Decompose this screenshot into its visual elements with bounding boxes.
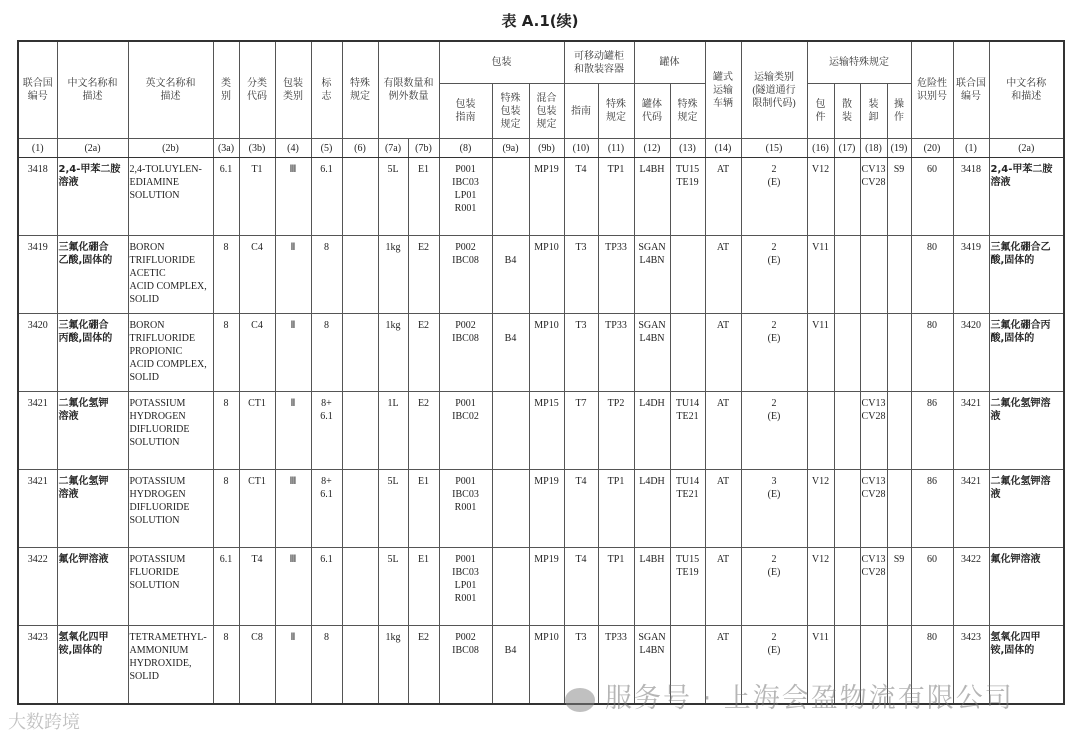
table-cell: E2 bbox=[408, 314, 439, 392]
header-tank-vehicle: 罐式 运输 车辆 bbox=[705, 41, 741, 139]
column-number: (8) bbox=[439, 139, 492, 158]
table-cell: 3423 bbox=[18, 626, 57, 705]
table-cell: 2,4-甲苯二胺 溶液 bbox=[57, 158, 128, 236]
table-cell bbox=[834, 470, 860, 548]
table-cell: 3419 bbox=[18, 236, 57, 314]
table-cell: 8 bbox=[213, 314, 239, 392]
table-cell: SGAN L4BN bbox=[634, 314, 670, 392]
table-cell: SGAN L4BN bbox=[634, 236, 670, 314]
table-cell: 二氟化氢钾溶 液 bbox=[989, 470, 1064, 548]
table-cell: MP10 bbox=[529, 626, 564, 705]
table-cell bbox=[342, 236, 378, 314]
table-cell: 氟化钾溶液 bbox=[57, 548, 128, 626]
table-cell: 氢氧化四甲 铵,固体的 bbox=[57, 626, 128, 705]
table-cell: S9 bbox=[887, 548, 911, 626]
table-cell: E1 bbox=[408, 158, 439, 236]
header-tank-code: 罐体 代码 bbox=[634, 84, 670, 139]
table-cell: 3 (E) bbox=[741, 470, 807, 548]
table-cell: 8 bbox=[213, 236, 239, 314]
table-cell bbox=[807, 392, 834, 470]
header-tanks: 罐体 bbox=[634, 41, 705, 84]
watermark-service-text: 服务号 · 上海会盈物流有限公司 bbox=[605, 683, 1014, 714]
table-cell: 8 bbox=[311, 236, 342, 314]
table-cell: TU15 TE19 bbox=[670, 158, 705, 236]
table-cell: 3420 bbox=[953, 314, 989, 392]
table-cell: E2 bbox=[408, 392, 439, 470]
table-cell: AT bbox=[705, 314, 741, 392]
table-cell: 6.1 bbox=[311, 548, 342, 626]
table-cell: L4BH bbox=[634, 158, 670, 236]
table-cell: P002 IBC08 bbox=[439, 314, 492, 392]
table-cell bbox=[342, 470, 378, 548]
column-number: (9b) bbox=[529, 139, 564, 158]
table-cell: 8 bbox=[311, 314, 342, 392]
table-cell: AT bbox=[705, 392, 741, 470]
header-class: 类 别 bbox=[213, 41, 239, 139]
column-number: (2b) bbox=[128, 139, 213, 158]
table-cell: 60 bbox=[911, 548, 953, 626]
table-cell bbox=[834, 392, 860, 470]
header-transport-category: 运输类别 (隧道通行 限制代码) bbox=[741, 41, 807, 139]
column-number: (15) bbox=[741, 139, 807, 158]
wechat-icon bbox=[565, 688, 595, 712]
table-cell: 1L bbox=[378, 392, 408, 470]
table-cell bbox=[860, 314, 887, 392]
table-cell: AT bbox=[705, 158, 741, 236]
table-cell: 三氟化硼合 丙酸,固体的 bbox=[57, 314, 128, 392]
table-cell bbox=[860, 236, 887, 314]
table-cell: CT1 bbox=[239, 470, 275, 548]
header-labels: 标 志 bbox=[311, 41, 342, 139]
table-cell: 8 bbox=[311, 626, 342, 705]
table-cell: AT bbox=[705, 470, 741, 548]
table-cell: 2 (E) bbox=[741, 158, 807, 236]
column-number: (4) bbox=[275, 139, 311, 158]
table-cell: 80 bbox=[911, 314, 953, 392]
table-cell: Ⅲ bbox=[275, 158, 311, 236]
table-cell: T4 bbox=[564, 548, 598, 626]
table-cell bbox=[887, 314, 911, 392]
table-cell: 86 bbox=[911, 470, 953, 548]
table-cell: 3421 bbox=[18, 470, 57, 548]
table-cell: 6.1 bbox=[213, 548, 239, 626]
table-cell: MP15 bbox=[529, 392, 564, 470]
table-cell: 二氟化氢钾 溶液 bbox=[57, 470, 128, 548]
table-cell: V11 bbox=[807, 626, 834, 705]
column-number: (3b) bbox=[239, 139, 275, 158]
header-limited-quantities: 有限数量和 例外数量 bbox=[378, 41, 439, 139]
column-number: (12) bbox=[634, 139, 670, 158]
table-cell: 3421 bbox=[953, 392, 989, 470]
column-number: (3a) bbox=[213, 139, 239, 158]
table-cell: 1kg bbox=[378, 236, 408, 314]
table-cell: V12 bbox=[807, 158, 834, 236]
table-cell bbox=[342, 158, 378, 236]
table-cell: S9 bbox=[887, 158, 911, 236]
table-cell: AT bbox=[705, 236, 741, 314]
table-cell: P002 IBC08 bbox=[439, 626, 492, 705]
dangerous-goods-table bbox=[17, 40, 1065, 705]
table-cell bbox=[342, 548, 378, 626]
column-number: (6) bbox=[342, 139, 378, 158]
table-cell: V12 bbox=[807, 548, 834, 626]
table-cell: 8 bbox=[213, 626, 239, 705]
table-cell: TU15 TE19 bbox=[670, 548, 705, 626]
table-row bbox=[18, 236, 1064, 314]
table-cell: 二氟化氢钾溶 液 bbox=[989, 392, 1064, 470]
table-cell bbox=[492, 470, 529, 548]
table-cell: 3418 bbox=[18, 158, 57, 236]
table-cell: 2 (E) bbox=[741, 392, 807, 470]
table-cell: Ⅲ bbox=[275, 470, 311, 548]
table-cell: Ⅲ bbox=[275, 548, 311, 626]
table-cell: TU14 TE21 bbox=[670, 392, 705, 470]
column-number: (13) bbox=[670, 139, 705, 158]
table-cell: CT1 bbox=[239, 392, 275, 470]
table-cell: TP33 bbox=[598, 626, 634, 705]
table-cell: E1 bbox=[408, 548, 439, 626]
table-cell: TP1 bbox=[598, 158, 634, 236]
header-packages: 包 件 bbox=[807, 84, 834, 139]
table-title: 表 A.1(续) bbox=[501, 12, 579, 30]
table-row bbox=[18, 470, 1064, 548]
table-cell: CV13 CV28 bbox=[860, 392, 887, 470]
table-cell: P001 IBC03 R001 bbox=[439, 470, 492, 548]
table-row bbox=[18, 548, 1064, 626]
table-cell bbox=[887, 236, 911, 314]
table-cell: MP19 bbox=[529, 470, 564, 548]
table-cell: 二氟化氢钾 溶液 bbox=[57, 392, 128, 470]
table-cell: 3418 bbox=[953, 158, 989, 236]
table-cell: P001 IBC03 LP01 R001 bbox=[439, 158, 492, 236]
table-cell: 2 (E) bbox=[741, 626, 807, 705]
table-cell: C8 bbox=[239, 626, 275, 705]
header-english-name: 英文名称和 描述 bbox=[128, 41, 213, 139]
table-cell: AT bbox=[705, 548, 741, 626]
table-cell: 3420 bbox=[18, 314, 57, 392]
column-number: (18) bbox=[860, 139, 887, 158]
table-cell: E2 bbox=[408, 236, 439, 314]
table-cell: T4 bbox=[239, 548, 275, 626]
table-cell: T1 bbox=[239, 158, 275, 236]
table-cell: Ⅱ bbox=[275, 392, 311, 470]
table-cell: TETRAMETHYL- AMMONIUM HYDROXIDE, SOLID bbox=[128, 626, 213, 705]
header-tank-instructions: 指南 bbox=[564, 84, 598, 139]
table-cell: 2 (E) bbox=[741, 236, 807, 314]
column-number: (9a) bbox=[492, 139, 529, 158]
table-cell: P001 IBC02 bbox=[439, 392, 492, 470]
table-cell: T7 bbox=[564, 392, 598, 470]
header-packing-instructions: 包装 指南 bbox=[439, 84, 492, 139]
table-cell: 三氟化硼合丙 酸,固体的 bbox=[989, 314, 1064, 392]
table-cell: 5L bbox=[378, 470, 408, 548]
table-cell bbox=[670, 236, 705, 314]
table-cell: B4 bbox=[492, 314, 529, 392]
table-cell: T3 bbox=[564, 314, 598, 392]
table-cell: 三氟化硼合乙 酸,固体的 bbox=[989, 236, 1064, 314]
table-cell: 86 bbox=[911, 392, 953, 470]
table-cell: T3 bbox=[564, 236, 598, 314]
header-chinese-name: 中文名称和 描述 bbox=[57, 41, 128, 139]
table-cell: 5L bbox=[378, 158, 408, 236]
table-cell: L4BH bbox=[634, 548, 670, 626]
table-cell: 3419 bbox=[953, 236, 989, 314]
table-cell: P001 IBC03 LP01 R001 bbox=[439, 548, 492, 626]
column-number: (2a) bbox=[989, 139, 1064, 158]
header-portable-tanks: 可移动罐柜 和散装容器 bbox=[564, 41, 634, 84]
column-number: (14) bbox=[705, 139, 741, 158]
table-cell: TP2 bbox=[598, 392, 634, 470]
table-cell: MP19 bbox=[529, 548, 564, 626]
table-cell bbox=[670, 314, 705, 392]
table-cell: BORON TRIFLUORIDE PROPIONIC ACID COMPLEX, SOLID bbox=[128, 314, 213, 392]
header-packaging: 包装 bbox=[439, 41, 564, 84]
table-cell: C4 bbox=[239, 314, 275, 392]
table-cell: 3421 bbox=[953, 470, 989, 548]
table-cell: CV13 CV28 bbox=[860, 470, 887, 548]
header-row-1 bbox=[18, 41, 1064, 84]
table-cell: Ⅱ bbox=[275, 236, 311, 314]
table-cell: 6.1 bbox=[311, 158, 342, 236]
table-cell bbox=[342, 314, 378, 392]
header-special-provisions: 特殊 规定 bbox=[342, 41, 378, 139]
table-cell: B4 bbox=[492, 626, 529, 705]
table-cell: Ⅱ bbox=[275, 626, 311, 705]
table-cell: L4DH bbox=[634, 392, 670, 470]
column-number: (19) bbox=[887, 139, 911, 158]
table-cell: C4 bbox=[239, 236, 275, 314]
column-number: (7a) bbox=[378, 139, 408, 158]
table-cell bbox=[834, 548, 860, 626]
table-cell: 氟化钾溶液 bbox=[989, 548, 1064, 626]
column-number: (17) bbox=[834, 139, 860, 158]
table-cell: 3421 bbox=[18, 392, 57, 470]
header-special-packing: 特殊 包装 规定 bbox=[492, 84, 529, 139]
table-cell: 5L bbox=[378, 548, 408, 626]
table-cell: CV13 CV28 bbox=[860, 158, 887, 236]
table-cell: E1 bbox=[408, 470, 439, 548]
column-number: (11) bbox=[598, 139, 634, 158]
table-cell: L4DH bbox=[634, 470, 670, 548]
column-number: (20) bbox=[911, 139, 953, 158]
table-cell: V11 bbox=[807, 314, 834, 392]
column-number: (16) bbox=[807, 139, 834, 158]
table-cell: 80 bbox=[911, 626, 953, 705]
header-loading: 装 卸 bbox=[860, 84, 887, 139]
column-number: (7b) bbox=[408, 139, 439, 158]
table-cell: 三氟化硼合 乙酸,固体的 bbox=[57, 236, 128, 314]
table-cell: E2 bbox=[408, 626, 439, 705]
header-mixed-packing: 混合 包装 规定 bbox=[529, 84, 564, 139]
table-cell: 3423 bbox=[953, 626, 989, 705]
table-cell: POTASSIUM HYDROGEN DIFLUORIDE SOLUTION bbox=[128, 470, 213, 548]
column-number-row bbox=[18, 139, 1064, 158]
header-un-number-repeat: 联合国 编号 bbox=[953, 41, 989, 139]
table-cell: 8+ 6.1 bbox=[311, 392, 342, 470]
watermark-service-account bbox=[565, 676, 1014, 715]
table-cell: T4 bbox=[564, 470, 598, 548]
table-cell: V12 bbox=[807, 470, 834, 548]
table-cell: 3422 bbox=[953, 548, 989, 626]
table-cell: T3 bbox=[564, 626, 598, 705]
table-row bbox=[18, 392, 1064, 470]
table-cell: TP33 bbox=[598, 314, 634, 392]
table-cell: 80 bbox=[911, 236, 953, 314]
table-cell: Ⅱ bbox=[275, 314, 311, 392]
table-cell: TP1 bbox=[598, 470, 634, 548]
table-cell: P002 IBC08 bbox=[439, 236, 492, 314]
column-number: (1) bbox=[18, 139, 57, 158]
table-cell: MP10 bbox=[529, 314, 564, 392]
table-cell: 8 bbox=[213, 392, 239, 470]
table-cell bbox=[834, 158, 860, 236]
table-cell: 2,4-甲苯二胺 溶液 bbox=[989, 158, 1064, 236]
table-cell: V11 bbox=[807, 236, 834, 314]
table-cell: MP10 bbox=[529, 236, 564, 314]
column-number: (10) bbox=[564, 139, 598, 158]
table-cell: T4 bbox=[564, 158, 598, 236]
header-operation: 操 作 bbox=[887, 84, 911, 139]
table-cell bbox=[887, 470, 911, 548]
table-cell: SGAN L4BN bbox=[634, 626, 670, 705]
table-cell: 8+ 6.1 bbox=[311, 470, 342, 548]
table-row bbox=[18, 158, 1064, 236]
table-cell: 1kg bbox=[378, 626, 408, 705]
table-row bbox=[18, 314, 1064, 392]
table-cell: 2 (E) bbox=[741, 314, 807, 392]
header-tank-special-2: 特殊 规定 bbox=[670, 84, 705, 139]
table-cell: MP19 bbox=[529, 158, 564, 236]
table-cell: BORON TRIFLUORIDE ACETIC ACID COMPLEX, SOLID bbox=[128, 236, 213, 314]
table-cell bbox=[342, 392, 378, 470]
table-cell bbox=[834, 314, 860, 392]
header-classification-code: 分类 代码 bbox=[239, 41, 275, 139]
header-special-transport-provisions: 运输特殊规定 bbox=[807, 41, 911, 84]
table-cell: 1kg bbox=[378, 314, 408, 392]
table-cell bbox=[492, 392, 529, 470]
column-number: (2a) bbox=[57, 139, 128, 158]
table-cell: TP33 bbox=[598, 236, 634, 314]
table-cell: POTASSIUM FLUORIDE SOLUTION bbox=[128, 548, 213, 626]
table-cell: 2,4-TOLUYLEN- EDIAMINE SOLUTION bbox=[128, 158, 213, 236]
table-cell: 60 bbox=[911, 158, 953, 236]
table-cell bbox=[342, 626, 378, 705]
table-cell: 2 (E) bbox=[741, 548, 807, 626]
header-un-number: 联合国 编号 bbox=[18, 41, 57, 139]
table-cell: TU14 TE21 bbox=[670, 470, 705, 548]
table-cell: B4 bbox=[492, 236, 529, 314]
watermark-brand: 大数跨境 bbox=[8, 712, 80, 733]
header-bulk: 散 装 bbox=[834, 84, 860, 139]
header-chinese-name-repeat: 中文名称 和描述 bbox=[989, 41, 1064, 139]
table-cell: 6.1 bbox=[213, 158, 239, 236]
header-hazard-id: 危险性 识别号 bbox=[911, 41, 953, 139]
table-cell: CV13 CV28 bbox=[860, 548, 887, 626]
table-cell: 8 bbox=[213, 470, 239, 548]
table-cell: TP1 bbox=[598, 548, 634, 626]
table-cell bbox=[887, 392, 911, 470]
header-tank-special: 特殊 规定 bbox=[598, 84, 634, 139]
column-number: (1) bbox=[953, 139, 989, 158]
table-cell bbox=[834, 236, 860, 314]
table-cell: 氢氧化四甲 铵,固体的 bbox=[989, 626, 1064, 705]
table-cell: AT bbox=[705, 626, 741, 705]
table-cell: POTASSIUM HYDROGEN DIFLUORIDE SOLUTION bbox=[128, 392, 213, 470]
table-cell: 3422 bbox=[18, 548, 57, 626]
table-cell bbox=[492, 548, 529, 626]
table-cell bbox=[492, 158, 529, 236]
column-number: (5) bbox=[311, 139, 342, 158]
header-packing-group: 包装 类别 bbox=[275, 41, 311, 139]
